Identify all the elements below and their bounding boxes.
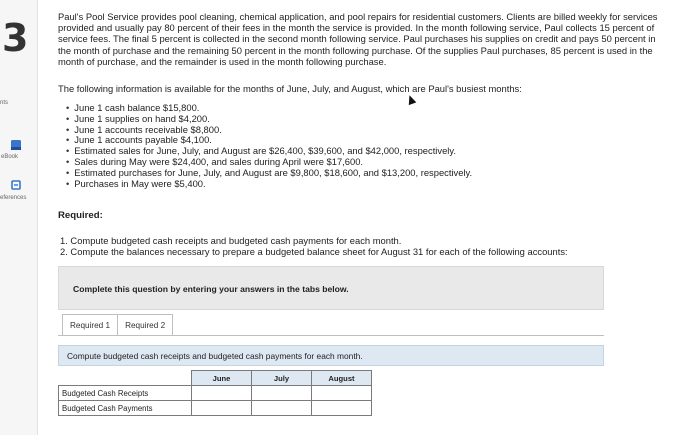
list-item: • June 1 accounts receivable $8,800. [66,125,472,136]
cell-payments-july[interactable] [252,401,312,416]
instructions-box [58,266,604,310]
references-icon[interactable] [9,178,23,192]
list-item: • June 1 supplies on hand $4,200. [66,114,472,125]
required-item-2: 2. Compute the balances necessary to prepare a budgeted balance sheet for August 31 for each of the following accounts: [60,245,568,257]
tab-required-1[interactable]: Required 1 [62,314,118,336]
cell-receipts-august[interactable] [312,386,372,401]
left-rail [0,0,38,435]
column-header-august: August [312,371,372,386]
table-row [59,401,372,416]
compute-prompt: Compute budgeted cash receipts and budgeted cash payments for each month. [67,351,363,361]
question-number: 3 [2,16,29,60]
required-list [60,236,568,258]
list-item: • Estimated sales for June, July, and August are $26,400, $39,600, and $42,000, respectively. [66,146,472,157]
ebook-icon[interactable] [9,138,23,152]
table-row [59,386,372,401]
given-info-list [66,103,472,189]
list-item: • Estimated purchases for June, July, and August are $9,800, $18,600, and $13,200, respectively. [66,168,472,179]
receipts-june-input[interactable] [195,387,248,400]
header-blank [59,371,192,386]
payments-june-input[interactable] [195,402,248,415]
cell-payments-june[interactable] [192,401,252,416]
list-item: • Sales during May were $24,400, and sales during April were $17,600. [66,157,472,168]
table-header-row [59,371,372,386]
compute-prompt-bar [58,345,604,366]
required-item-1: 1. Compute budgeted cash receipts and budgeted cash payments for each month. [60,235,402,246]
column-header-july: July [252,371,312,386]
instructions-text: Complete this question by entering your answers in the tabs below. [73,284,349,294]
cell-receipts-july[interactable] [252,386,312,401]
payments-august-input[interactable] [315,402,368,415]
required-heading: Required: [58,210,103,221]
cell-receipts-june[interactable] [192,386,252,401]
list-item: • June 1 cash balance $15,800. [66,103,472,114]
answer-table [58,370,372,416]
cell-payments-august[interactable] [312,401,372,416]
answer-tabs [62,314,172,336]
receipts-july-input[interactable] [255,387,308,400]
tab-required-2[interactable]: Required 2 [117,314,173,336]
rail-label-points: nts [0,100,9,106]
list-item: • June 1 accounts payable $4,100. [66,135,472,146]
column-header-june: June [192,371,252,386]
payments-july-input[interactable] [255,402,308,415]
problem-paragraph: Paul's Pool Service provides pool cleaning, chemical application, and pool repairs for residential customers. Clients are billed weekly for services provided and usually pay 80 percent of their fees in the month the service is provided. In the month following service, Paul collects 15 percent of service fees. The final 5 percent is collected in the second month following service. Paul purchases his supplies on credit and pays 50 percent in the month of purchase and the remaining 50 percent in the month following purchase. Of the supplies Paul purchases, 85 percent is used in the month of purchase, and the remainder is used in the month following purchase. [58,11,658,67]
row-label-cash-payments: Budgeted Cash Payments [59,401,192,416]
problem-intro: The following information is available for the months of June, July, and August, which are Paul's busiest months: [58,83,522,94]
rail-label-ebook[interactable]: eBook [1,154,19,160]
receipts-august-input[interactable] [315,387,368,400]
row-label-cash-receipts: Budgeted Cash Receipts [59,386,192,401]
list-item: • Purchases in May were $5,400. [66,179,472,190]
rail-label-references[interactable]: eferences [0,195,27,201]
